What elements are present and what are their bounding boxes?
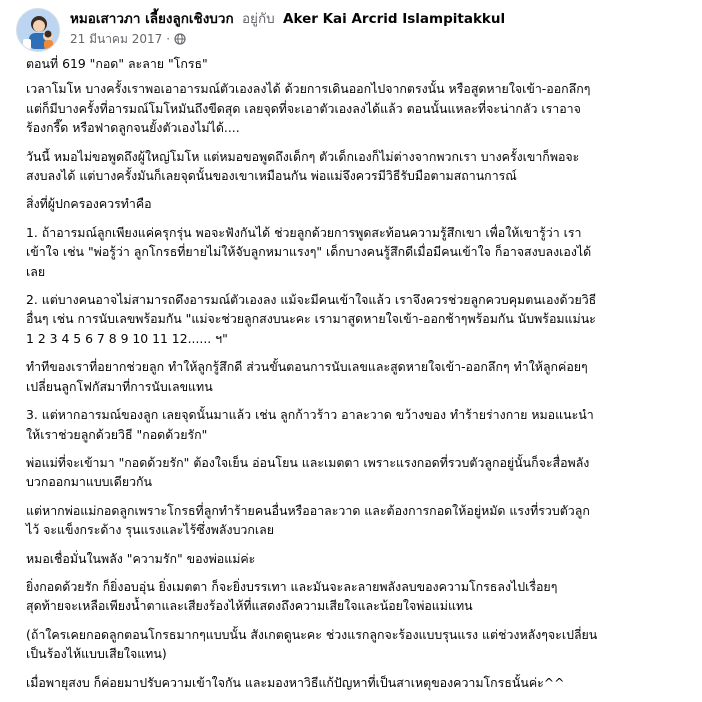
- post-paragraph: 3. แต่หากอารมณ์ของลูก เลยจุดนั้นมาแล้ว เช่น ลูกก้าวร้าว อาละวาด ขว้างของ ทำร้ายร่างกาย หมอแนะนำ ให้เราช่วยลูกด้วยวิธี "กอดด้วยรัก": [26, 407, 594, 442]
- author-name-link[interactable]: หมอเสาวภา เลี้ยงลูกเชิงบวก: [70, 11, 234, 27]
- post-paragraph: (ถ้าใครเคยกอดลูกตอนโกรธมากๆแบบนั้น สังเกตดูนะคะ ช่วงแรกลูกจะร้องแบบรุนแรง แต่ช่วงหลังๆจะเปลี่ยน เป็นร้องไห้แบบเสียใจแทน): [26, 626, 598, 662]
- tagged-person-link[interactable]: Aker Kai Arcrid Islampitakkul: [283, 11, 506, 27]
- post-paragraph: ยิ่งกอดด้วยรัก ก็ยิ่งอบอุ่น ยิ่งเมตตา ก็จะยิ่งบรรเทา และมันจะละลายพลังลบของความโกรธลงไปเรื่อยๆ สุดท้ายจะเหลือเพียงน้ำตาและเสียงร้องไห้ที่แสดงถึงความเสียใจและน้อยใจพ่อแม่แทน: [26, 578, 558, 614]
- post-body: [20, 54, 682, 692]
- post-paragraph: สิ่งที่ผู้ปกครองควรทำคือ: [26, 196, 152, 212]
- post-paragraph: เวลาโมโห บางครั้งเราพอเอาอารมณ์ตัวเองลงได้ ด้วยการเดินออกไปจากตรงนั้น หรือสูดหายใจเข้า-ออกลึกๆ แต่ก็มีบางครั้งที่อารมณ์โมโหมันถึงขีดสุด เลยจุดที่จะเอาตัวเองลงได้แล้ว ตอนนั้นแหละที่จะน่ากลัว เราอาจ ร้องกรี๊ด หรือฟาดลูกจนยั้งตัวเองไม่ได้....: [26, 81, 591, 136]
- post-header: [20, 0, 682, 54]
- post-paragraph: 2. แต่บางคนอาจไม่สามารถดึงอารมณ์ตัวเองลง แม้จะมีคนเข้าใจแล้ว เราจึงควรช่วยลูกควบคุมตนเองด้วยวิธี อื่นๆ เช่น การนับเลขพร้อมกัน "แม่จะช่วยลูกสงบนะคะ เรามาสูดหายใจเข้า-ออกช้าๆพร้อมกัน นับพร้อมแม่นะ 1 2 3 4 5 6 7 8 9 10 11 12...... ฯ": [26, 292, 597, 346]
- post-paragraph: หมอเชื่อมั่นในพลัง "ความรัก" ของพ่อแม่ค่ะ: [26, 550, 256, 566]
- post-paragraph: ทำทีของเราที่อยากช่วยลูก ทำให้ลูกรู้สึกดี ส่วนขั้นตอนการนับเลขและสูดหายใจเข้า-ออกลึกๆ ทำให้ลูกค่อยๆ เปลี่ยนลูกโฟกัสมาที่การนับเลขแทน: [26, 359, 588, 394]
- post-paragraph: เมื่อพายุสงบ ก็ค่อยมาปรับความเข้าใจกัน และมองหาวิธีแก้ปัญหาที่เป็นสาเหตุของความโกรธนั้นค่ะ^^: [26, 674, 565, 690]
- post-title: ตอนที่ 619 "กอด" ละลาย "โกรธ": [26, 56, 208, 71]
- header-text: [70, 10, 505, 47]
- author-avatar[interactable]: [16, 8, 60, 52]
- post-date-link[interactable]: 21 มีนาคม 2017: [70, 32, 163, 46]
- author-line: [70, 10, 505, 28]
- avatar-illustration: [17, 9, 60, 52]
- post-meta: [70, 31, 505, 47]
- post-paragraph: 1. ถ้าอารมณ์ลูกเพียงแค่ครุกรุ่น พอจะฟังกันได้ ช่วยลูกด้วยการพูดสะท้อนความรู้สึกเขา เพื่อให้เขารู้ว่า เรา เข้าใจ เช่น "พ่อรู้ว่า ลูกโกรธที่ยายไม่ให้จับลูกหมาแรงๆ" เด็กบางคนรู้สึกดีเมื่อมีคนเข้าใจ ก็อาจสงบลงเองได้ เลย: [26, 224, 592, 279]
- globe-icon[interactable]: [174, 33, 186, 45]
- post-paragraph: วันนี้ หมอไม่ขอพูดถึงผู้ใหญ่โมโห แต่หมอขอพูดถึงเด็กๆ ตัวเด็กเองก็ไม่ต่างจากพวกเรา บางครั้งเขาก็พอจะ สงบลงได้ แต่บางครั้งมันก็เลยจุดนั้นของเขาเหมือนกัน พ่อแม่จึงควรมีวิธีรับมือตามสถานการณ์: [26, 148, 580, 184]
- with-text: อยู่กับ: [241, 11, 275, 27]
- post-paragraph: แต่หากพ่อแม่กอดลูกเพราะโกรธที่ลูกทำร้ายคนอื่นหรืออาละวาด และต้องการกอดให้อยู่หมัด แรงที่รวบตัวลูก ไว้ จะแข็งกระด้าง รุนแรงและไร้ซึ่งพลังบวกเลย: [26, 502, 590, 538]
- post-paragraph: พ่อแม่ที่จะเข้ามา "กอดด้วยรัก" ต้องใจเย็น อ่อนโยน และเมตตา เพราะแรงกอดที่รวบตัวลูกอยู่นั้นก็จะสื่อพลัง บวกออกมาแบบเดียวกัน: [26, 454, 590, 490]
- separator-dot: ·: [166, 32, 171, 46]
